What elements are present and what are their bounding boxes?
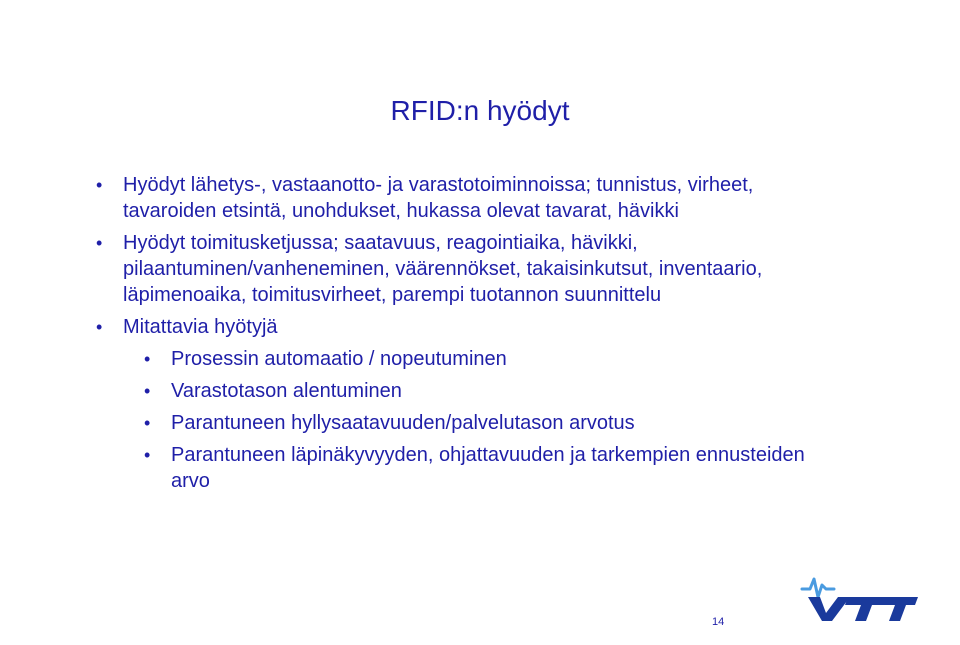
slide-title: RFID:n hyödyt	[390, 95, 570, 126]
slide-content	[96, 172, 816, 500]
sub-bullet-item: • Parantuneen läpinäkyvyyden, ohjattavuuden ja tarkempien ennusteiden arvo	[96, 442, 816, 494]
bullet-item: • Hyödyt lähetys-, vastaanotto- ja varastotoiminnoissa; tunnistus, virheet, tavaroiden etsintä, unohdukset, hukassa olevat tavarat, hävikki	[96, 172, 816, 224]
page-number: 14	[712, 616, 725, 628]
bullet-item: • Hyödyt toimitusketjussa; saatavuus, reagointiaika, hävikki, pilaantuminen/vanheneminen, väärennökset, takaisinkutsut, inventaario, läpimenoaika, toimitusvirheet, parempi tuotannon suunnittelu	[96, 230, 816, 308]
bullet-item: • Mitattavia hyötyjä	[96, 314, 816, 340]
sub-bullet-item: • Prosessin automaatio / nopeutuminen	[96, 346, 816, 372]
sub-bullet-item: • Varastotason alentuminen	[96, 378, 816, 404]
sub-bullet-item: • Parantuneen hyllysaatavuuden/palvelutason arvotus	[96, 410, 816, 436]
vtt-logo-icon	[800, 575, 920, 623]
